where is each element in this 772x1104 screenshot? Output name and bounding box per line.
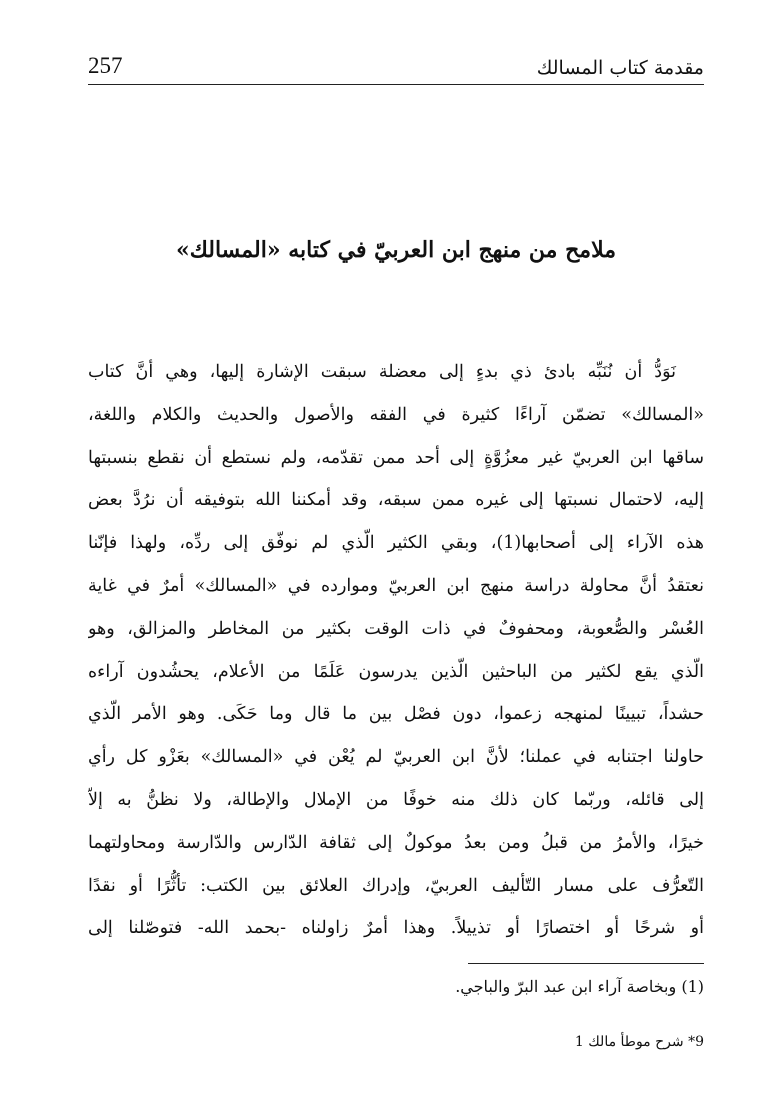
body-line: نعتقدُ أنَّ محاولة دراسة منهج ابن العربيّ وموارده في «المسالك» أمرٌ في غاية [88, 575, 704, 596]
header-title: مقدمة كتاب المسالك [536, 57, 704, 79]
body-line: التّعرُّف على مسار التّأليف العربيّ، وإدراك العلائق بين الكتب: تأثُّرًا أو نقدًا [88, 875, 704, 896]
body-line: حشداً، تبيينًا لمنهجه زعموا، دون فصْل بين ما قال وما حَكَى. وهو الأمر الّذي [88, 704, 704, 725]
body-line: خيرًا، والأمرُ من قبلُ ومن بعدُ موكولٌ إلى ثقافة الدّارس والدّارسة ومحاولتهما [88, 832, 704, 853]
running-header [88, 50, 704, 85]
body-line: ساقها ابن العربيّ غير معزُوَّةٍ إلى أحد ممن تقدّمه، ولم نستطع أن نقطع بنسبتها [88, 447, 704, 468]
section-heading: ملامح من منهج ابن العربيّ في كتابه «المسالك» [175, 237, 616, 263]
printer-signature: 9* شرح موطأ مالك 1 [574, 1034, 704, 1050]
body-line: أو شرحًا أو اختصارًا أو تذييلاً. وهذا أمرٌ زاولناه -بحمد الله- فتوصّلنا إلى [88, 918, 704, 939]
footnote-divider [468, 963, 704, 964]
body-line: إليه، لاحتمال نسبتها إلى غيره ممن سبقه، وقد أمكننا الله بتوفيقه أن نرُدَّ بعض [88, 490, 704, 511]
body-line: «المسالك» تضمّن آراءًا كثيرة في الفقه والأصول والحديث والكلام واللغة، [88, 404, 704, 425]
page-number: 257 [88, 53, 123, 78]
footnote: (1) وبخاصة آراء ابن عبد البرّ والباجي. [455, 977, 704, 996]
body-line: هذه الآراء إلى أصحابها(1)، وبقي الكثير الّذي لم نوفّق إلى ردِّه، ولهذا فإنّنا [88, 533, 704, 554]
body-line: نَوَدُّ أن نُنَبِّه بادئ ذي بدءٍ إلى معضلة سبقت الإشارة إليها، وهي أنَّ كتاب [88, 362, 676, 382]
body-line: حاولنا اجتنابه في عملنا؛ لأنَّ ابن العربيّ لم يُعْن في «المسالك» بعَزْو كل رأي [88, 747, 704, 768]
body-text [88, 351, 704, 950]
body-line: العُسْر والصُّعوبة، ومحفوفٌ في ذات الوقت بكثير من المخاطر والمزالق، وهو [88, 618, 704, 639]
body-line: إلى قائله، وربّما كان ذلك منه خوفًا من الإملال والإطالة، ولا نظنُّ به إلاّ [88, 789, 704, 810]
body-line: الّذي يقع لكثير من الباحثين الّذين يدرسون عَلَمًا من الأعلام، يحشُدون آراءه [88, 661, 704, 682]
